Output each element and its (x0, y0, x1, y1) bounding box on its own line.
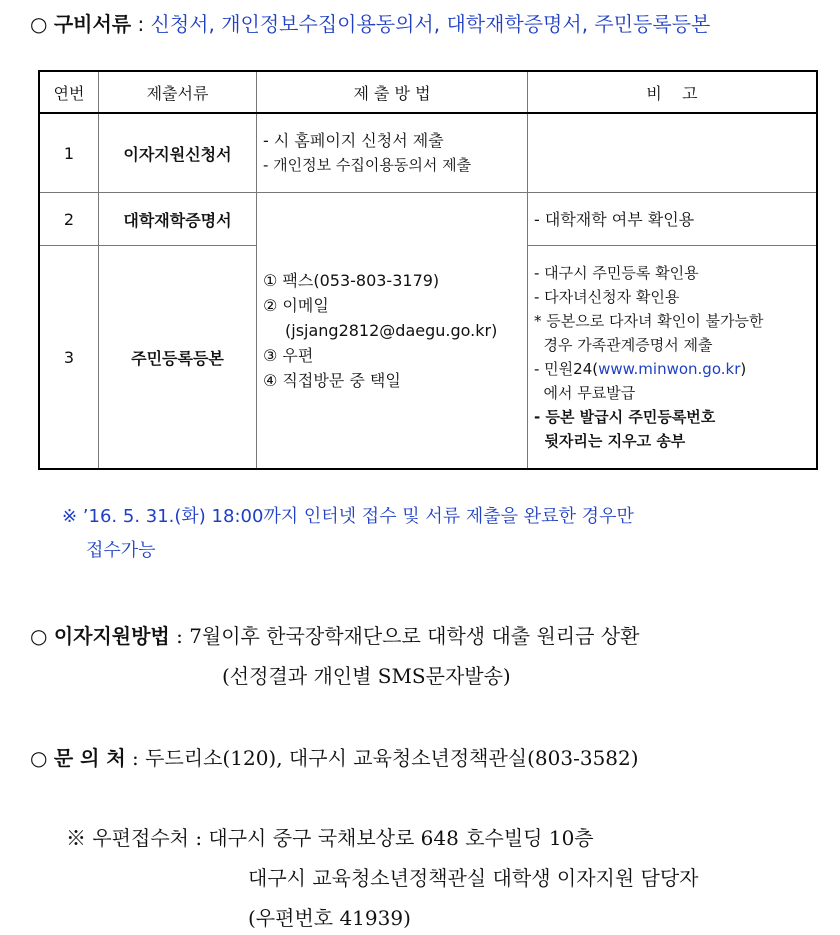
row-note (528, 193, 818, 246)
bullet-circle-icon: ○ (30, 746, 48, 770)
header-no: 연번 (39, 71, 99, 113)
header-note: 비 고 (528, 71, 818, 113)
notice-line: 접수가능 (86, 540, 156, 561)
row-no: 1 (39, 113, 99, 193)
header-method: 제 출 방 법 (257, 71, 528, 113)
row-method (257, 113, 528, 193)
mail-postal-code: (우편번호 41939) (248, 906, 411, 930)
row-no: 2 (39, 193, 99, 246)
deadline-notice (62, 500, 634, 568)
method-line: ③ 우편 (263, 346, 314, 365)
shared-method-cell (257, 193, 528, 470)
colon: : (125, 746, 146, 770)
table-header-row (39, 71, 817, 113)
note-line-emphasis: 뒷자리는 지우고 송부 (534, 432, 686, 450)
row-note (528, 246, 818, 470)
note-line: 에서 무료발급 (534, 384, 636, 402)
colon: : (169, 624, 190, 648)
interest-value: 7월이후 한국장학재단으로 대학생 대출 원리금 상환 (189, 624, 640, 648)
required-docs-label: 구비서류 (53, 12, 132, 36)
method-line: ① 팩스(053-803-3179) (263, 271, 440, 290)
row-note (528, 113, 818, 193)
row-doc: 이자지원신청서 (99, 113, 257, 193)
note-line (534, 357, 810, 381)
interest-sub: (선정결과 개인별 SMS문자발송) (222, 664, 511, 688)
documents-table (38, 70, 818, 470)
note-line: * 등본으로 다자녀 확인이 불가능한 (534, 312, 764, 330)
table-row (39, 113, 817, 193)
contact-line (30, 742, 639, 771)
bullet-circle-icon: ○ (30, 624, 48, 648)
note-line: - 다자녀신청자 확인용 (534, 288, 680, 306)
contact-value: 두드리소(120), 대구시 교육청소년정책관실(803-3582) (145, 746, 639, 770)
header-doc: 제출서류 (99, 71, 257, 113)
method-line: - 개인정보 수집이용동의서 제출 (263, 156, 472, 174)
required-docs-value: 신청서, 개인정보수집이용동의서, 대학재학증명서, 주민등록등본 (150, 12, 711, 36)
contact-label: 문 의 처 (53, 746, 126, 770)
note-line-emphasis: - 등본 발급시 주민등록번호 (534, 408, 716, 426)
row-doc: 대학재학증명서 (99, 193, 257, 246)
minwon-link[interactable]: www.minwon.go.kr (598, 360, 741, 378)
method-line: ④ 직접방문 중 택일 (263, 371, 401, 390)
colon: : (131, 12, 151, 36)
note-prefix: - 민원24( (534, 360, 599, 378)
note-suffix: ) (740, 360, 747, 378)
row-doc: 주민등록등본 (99, 246, 257, 470)
note-line: - 대학재학 여부 확인용 (534, 209, 695, 229)
method-line: - 시 홈페이지 신청서 제출 (263, 131, 444, 150)
interest-label: 이자지원방법 (53, 624, 170, 648)
method-line: ② 이메일 (263, 296, 329, 315)
mail-address-line: ※ 우편접수처 : 대구시 중구 국채보상로 648 호수빌딩 10층 (66, 826, 594, 850)
mail-address-line: 대구시 교육청소년정책관실 대학생 이자지원 담당자 (248, 866, 699, 890)
table-row (39, 193, 817, 246)
notice-line: ※ ’16. 5. 31.(화) 18:00까지 인터넷 접수 및 서류 제출을 완료한 경우만 (62, 506, 634, 527)
bullet-circle-icon: ○ (30, 12, 48, 36)
interest-method-line (30, 620, 639, 649)
row-no: 3 (39, 246, 99, 470)
note-line: 경우 가족관계증명서 제출 (534, 336, 713, 354)
email-address: (jsjang2812@daegu.go.kr) (285, 321, 498, 340)
note-line: - 대구시 주민등록 확인용 (534, 264, 699, 282)
required-docs-line (30, 8, 710, 37)
